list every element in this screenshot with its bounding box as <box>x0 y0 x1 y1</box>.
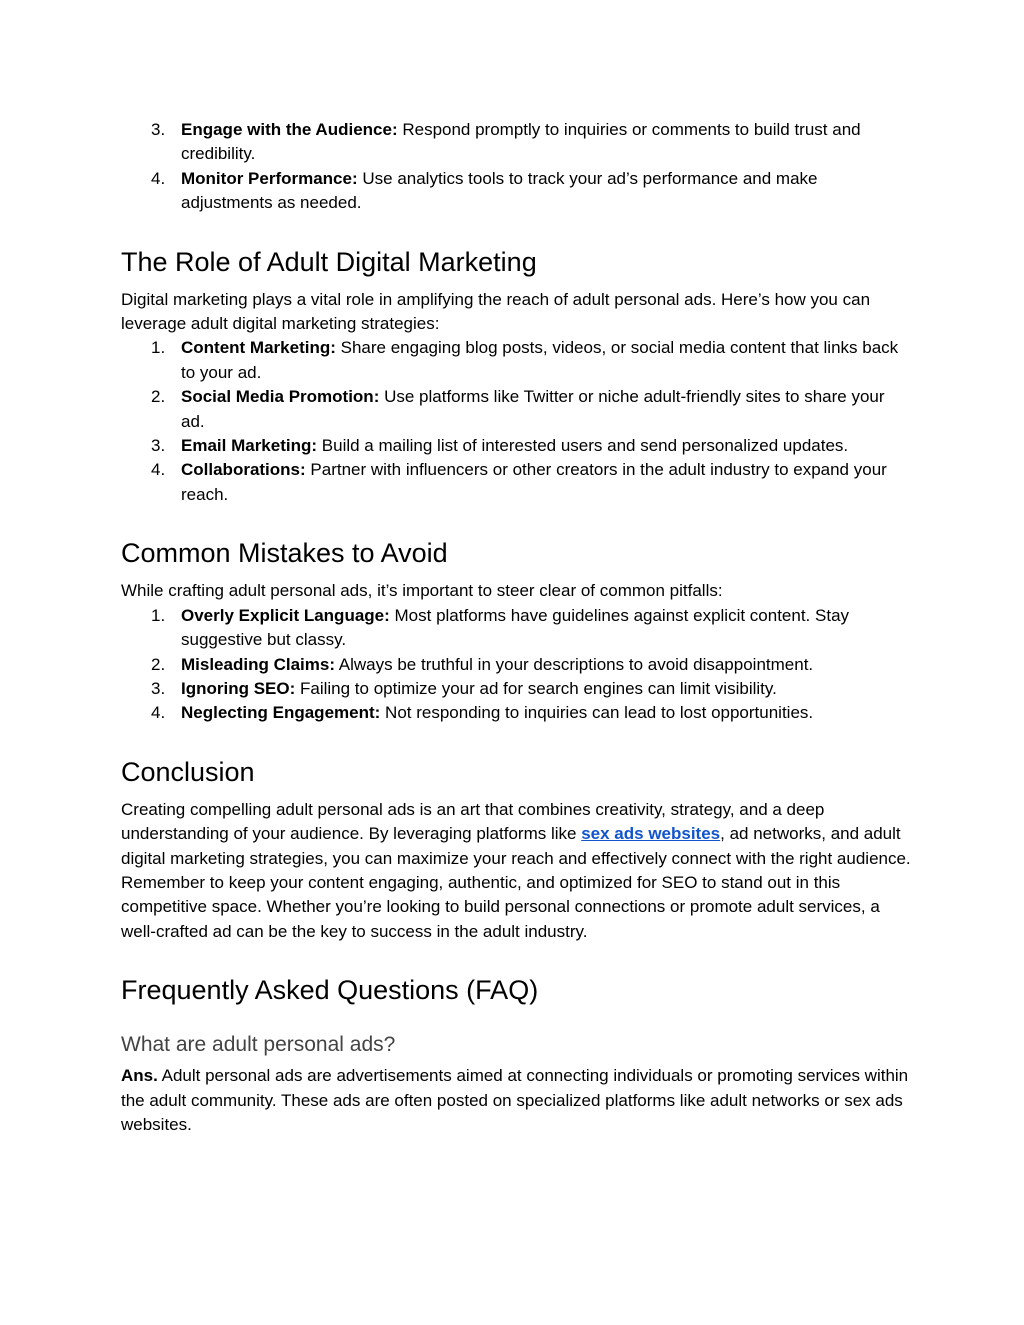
list-item <box>121 434 911 458</box>
item-label: Ignoring SEO: <box>181 678 296 698</box>
paragraph-digital-intro: Digital marketing plays a vital role in amplifying the reach of adult personal ads. Here’s how you can leverage adult digital marketing strategies: <box>121 289 871 334</box>
item-label: Neglecting Engagement: <box>181 703 381 723</box>
document-page <box>121 118 911 1137</box>
list-item <box>121 458 911 507</box>
list-number: 2. <box>151 654 166 674</box>
item-label: Misleading Claims: <box>181 654 335 674</box>
item-text: Partner with influencers or other creators in the adult industry to expand your reach. <box>181 460 887 504</box>
list-number: 2. <box>151 387 166 407</box>
list-number: 4. <box>151 460 166 480</box>
item-text: Failing to optimize your ad for search engines can limit visibility. <box>295 678 777 698</box>
faq-question: What are adult personal ads? <box>121 1033 396 1057</box>
item-text: Most platforms have guidelines against explicit content. Stay suggestive but classy. <box>181 605 850 650</box>
item-label: Monitor Performance: <box>181 168 358 188</box>
sex-ads-websites-link[interactable]: sex ads websites <box>581 824 721 844</box>
list-number: 4. <box>151 703 166 723</box>
item-label: Engage with the Audience: <box>181 120 398 139</box>
item-text: Respond promptly to inquiries or comments to build trust and credibility. <box>181 120 861 164</box>
answer-label: Ans. <box>121 1066 158 1086</box>
paragraph-conclusion <box>121 798 911 944</box>
item-text: Always be truthful in your descriptions to avoid disappointment. <box>334 654 814 674</box>
conclusion-text-before: Creating compelling adult personal ads is an art that combines creativity, strategy, and a deep understanding of your audience. By leveraging platforms like <box>121 799 825 844</box>
list-item <box>121 701 911 725</box>
item-label: Content Marketing: <box>181 338 336 358</box>
list-number: 1. <box>151 338 166 358</box>
list-item <box>121 385 911 434</box>
intro-list <box>121 118 911 216</box>
heading-faq: Frequently Asked Questions (FAQ) <box>121 975 539 1006</box>
item-label: Collaborations: <box>181 460 306 480</box>
list-item <box>121 604 911 653</box>
heading-common-mistakes: Common Mistakes to Avoid <box>121 538 448 569</box>
item-label: Social Media Promotion: <box>181 387 380 407</box>
list-number: 4. <box>151 168 166 188</box>
conclusion-text-after: , ad networks, and adult digital marketing strategies, you can maximize your reach and effectively connect with the right audience. Remember to keep your content engaging, authentic, and optimized for SEO to stand out in this competitive space. Whether you’re looking to build personal connections or promote adult services, a well-crafted ad can be the key to success in the adult industry. <box>121 824 911 941</box>
item-text: Share engaging blog posts, videos, or social media content that links back to your ad. <box>181 338 899 382</box>
mistakes-list <box>121 604 911 726</box>
item-label: Overly Explicit Language: <box>181 605 390 625</box>
heading-conclusion: Conclusion <box>121 756 255 787</box>
list-item <box>121 118 911 167</box>
item-text: Use platforms like Twitter or niche adult-friendly sites to share your ad. <box>181 387 885 431</box>
list-number: 3. <box>151 678 166 698</box>
list-item <box>121 677 911 701</box>
heading-digital-marketing: The Role of Adult Digital Marketing <box>121 246 537 277</box>
item-text: Use analytics tools to track your ad’s performance and make adjustments as needed. <box>181 168 818 213</box>
list-number: 3. <box>151 436 166 456</box>
faq-answer <box>121 1064 911 1137</box>
list-item <box>121 167 911 216</box>
item-label: Email Marketing: <box>181 436 318 456</box>
item-text: Not responding to inquiries can lead to lost opportunities. <box>380 703 814 723</box>
list-item <box>121 653 911 677</box>
list-number: 3. <box>151 120 166 139</box>
item-text: Build a mailing list of interested users and send personalized updates. <box>317 436 849 456</box>
digital-list <box>121 336 911 507</box>
list-item <box>121 336 911 385</box>
answer-text: Adult personal ads are advertisements aimed at connecting individuals or promoting services within the adult community. These ads are often posted on specialized platforms like adult networks or sex ads websites. <box>121 1066 909 1134</box>
paragraph-mistakes-intro: While crafting adult personal ads, it’s important to steer clear of common pitfalls: <box>121 581 723 601</box>
list-number: 1. <box>151 605 166 625</box>
